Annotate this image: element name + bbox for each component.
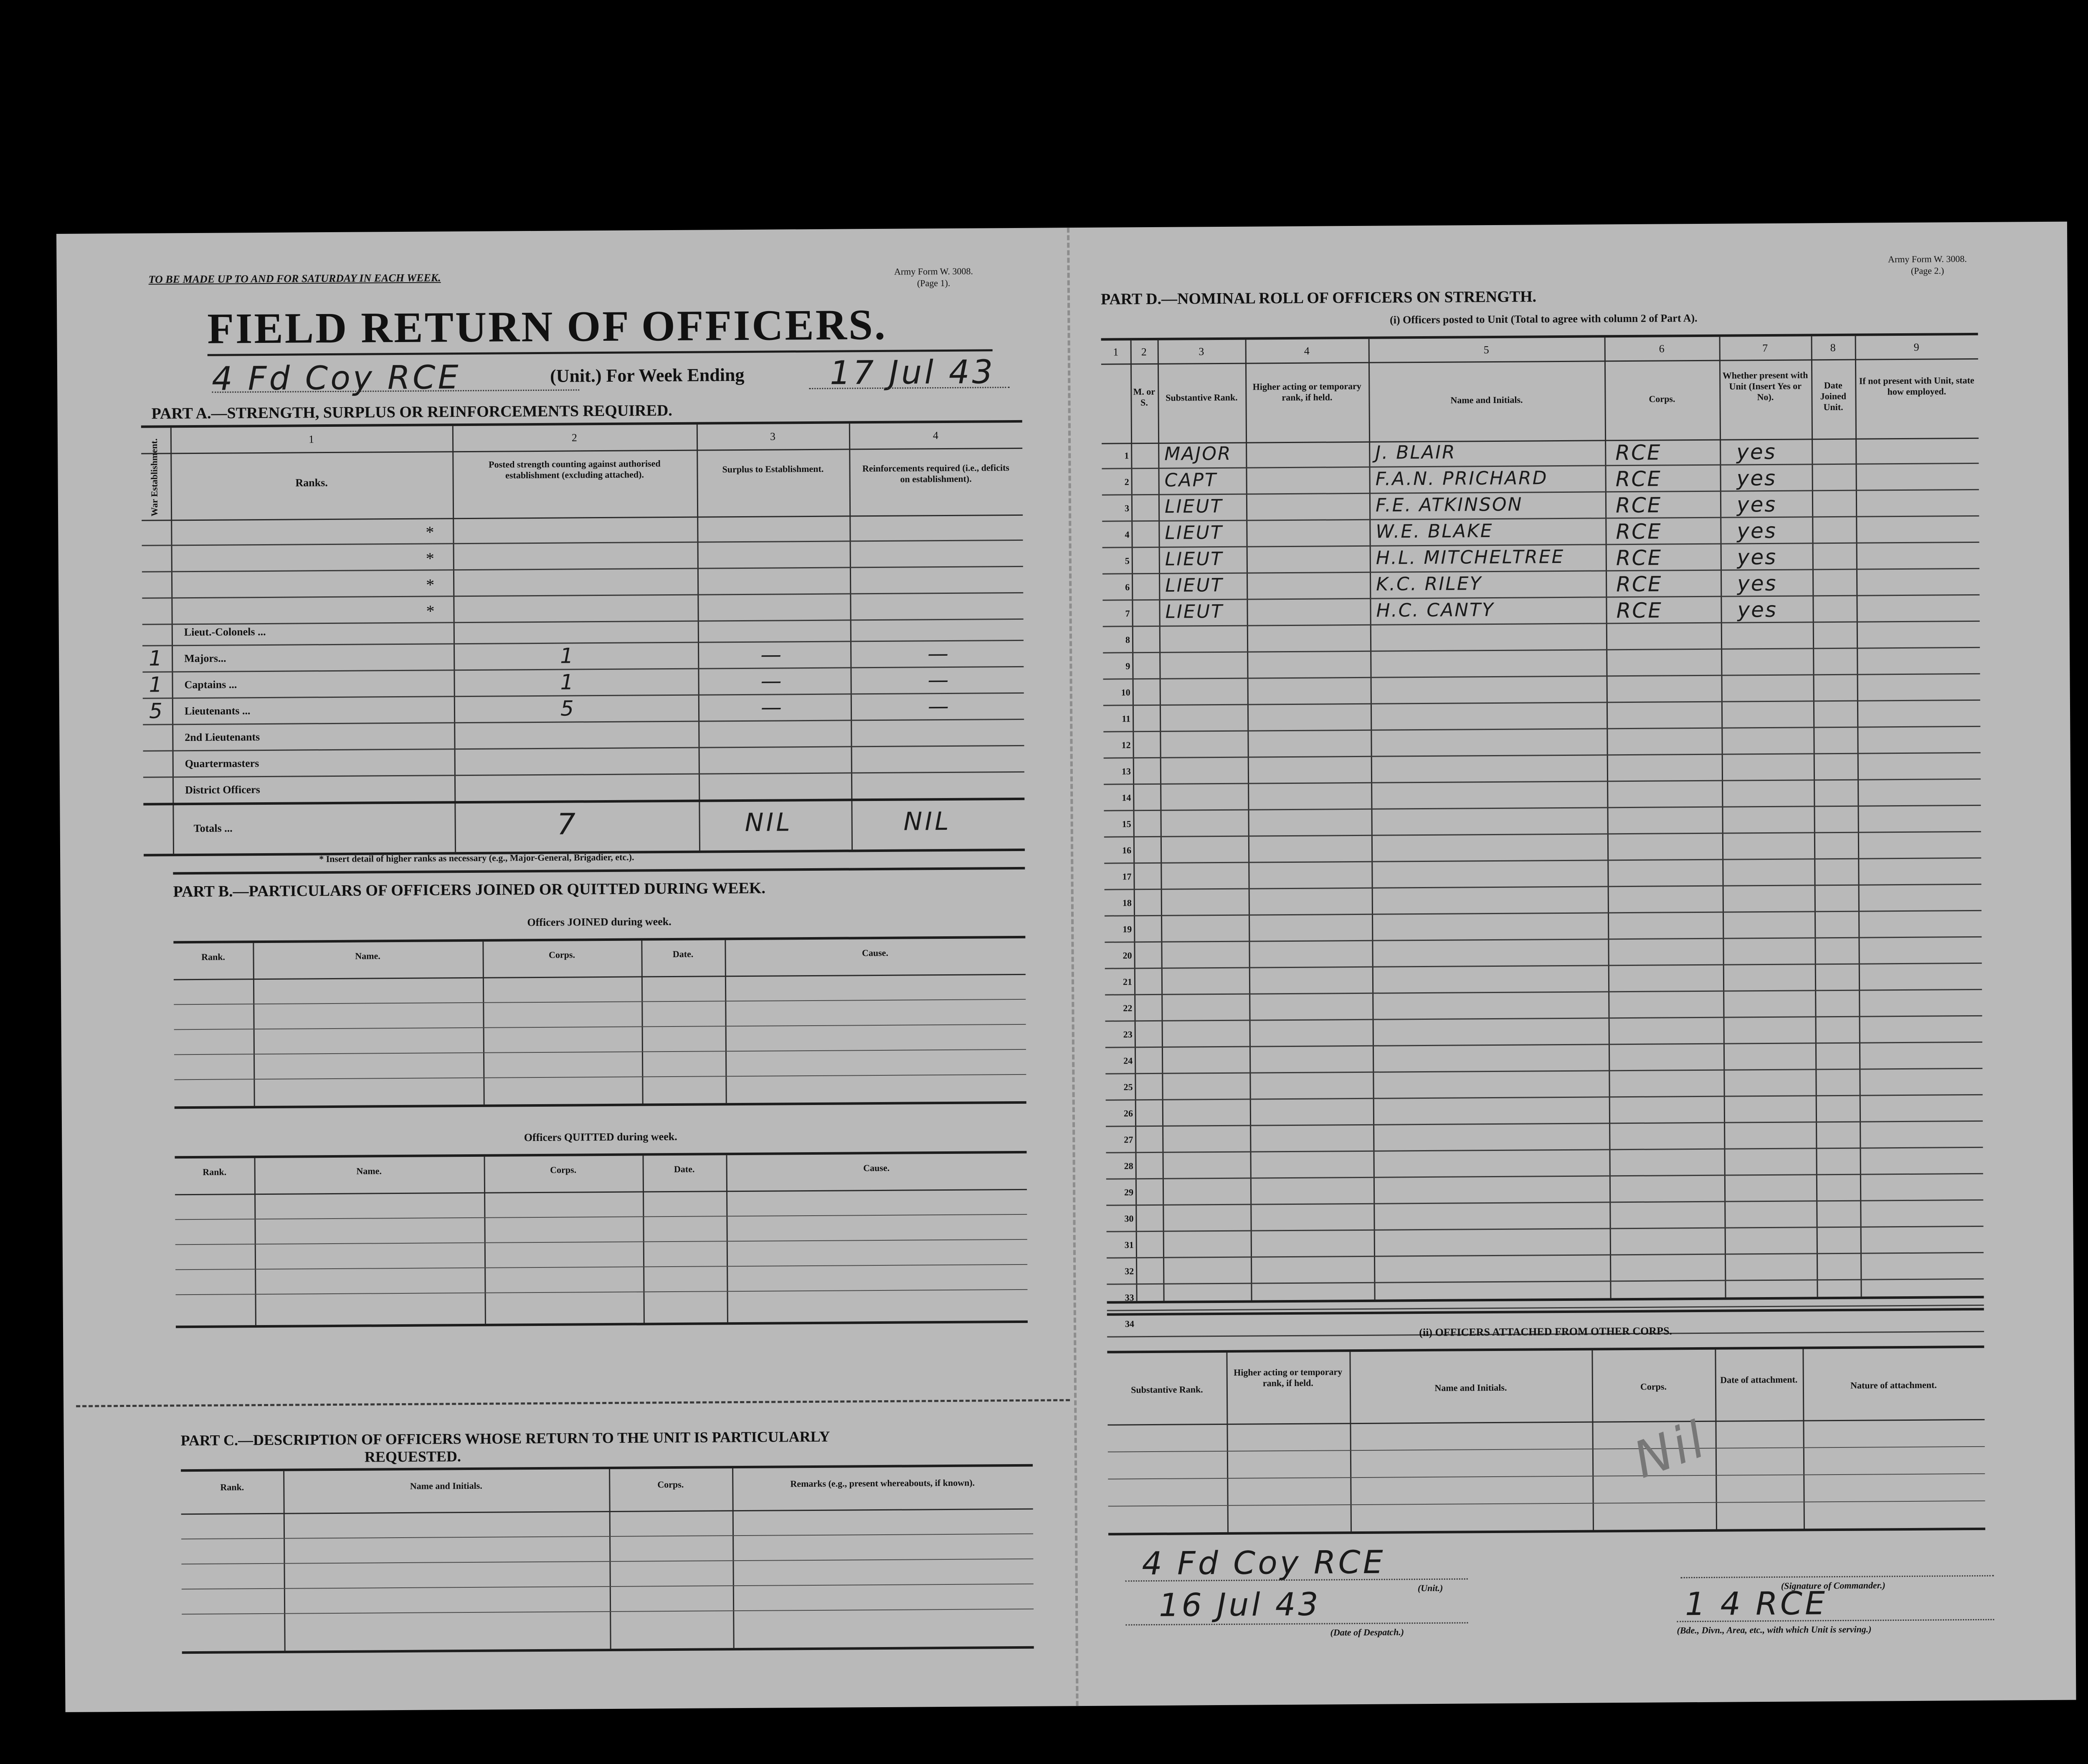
reinf-value: — xyxy=(927,694,952,719)
tear-line xyxy=(76,1399,1070,1407)
roll-rows xyxy=(1102,438,1984,1338)
row-number: 15 xyxy=(1122,819,1131,829)
officer-corps: RCE xyxy=(1615,466,1662,492)
totals-surplus: NIL xyxy=(745,808,793,837)
att-date-header: Date of attachment. xyxy=(1720,1374,1798,1385)
part-a-title: PART A.—STRENGTH, SURPLUS OR REINFORCEMENTS REQUIRED. xyxy=(151,401,672,423)
officer-rank: LIEUT xyxy=(1165,574,1224,596)
week-ending-handwritten: 17 Jul 43 xyxy=(829,353,996,392)
row-number: 25 xyxy=(1123,1082,1133,1092)
col-num-2: 2 xyxy=(571,431,578,444)
attached-table xyxy=(1107,1346,1985,1536)
ranks-header: Ranks. xyxy=(295,476,328,489)
row-number: 32 xyxy=(1125,1266,1134,1277)
row-number: 20 xyxy=(1123,950,1132,961)
reinf-value: — xyxy=(927,667,951,692)
row-number: 8 xyxy=(1125,634,1130,645)
cause-header: Cause. xyxy=(863,1162,890,1173)
page-title: FIELD RETURN OF OFFICERS. xyxy=(207,300,887,353)
rank-label: Lieut.-Colonels ... xyxy=(184,625,266,639)
row-number: 19 xyxy=(1123,924,1132,935)
row-number: 22 xyxy=(1123,1003,1133,1014)
row-number: 2 xyxy=(1124,476,1129,487)
row-number: 7 xyxy=(1125,608,1130,619)
rank-label: Captains ... xyxy=(184,678,237,691)
name-header: Name and Initials. xyxy=(410,1480,482,1491)
totals-reinf: NIL xyxy=(903,806,951,836)
posted-value: 1 xyxy=(560,644,576,668)
officer-corps: RCE xyxy=(1616,572,1662,597)
star-mark: * xyxy=(426,549,434,568)
signature-line xyxy=(1681,1575,1994,1579)
sub-ii-title: (ii) OFFICERS ATTACHED FROM OTHER CORPS. xyxy=(1419,1325,1672,1339)
col-num-7: 7 xyxy=(1762,342,1768,355)
att-rank-header: Substantive Rank. xyxy=(1131,1384,1203,1395)
officer-rank: LIEUT xyxy=(1164,495,1223,517)
star-mark: * xyxy=(426,575,435,594)
col-num-9: 9 xyxy=(1913,341,1919,353)
bde-label: (Bde., Divn., Area, etc., with which Unit is serving.) xyxy=(1677,1624,1872,1636)
officer-present: yes xyxy=(1736,466,1777,491)
reinforcements-header: Reinforcements required (i.e., deficits on establishment). xyxy=(862,462,1010,484)
row-number: 24 xyxy=(1123,1055,1133,1066)
part-b-title: PART B.—PARTICULARS OF OFFICERS JOINED OR QUITTED DURING WEEK. xyxy=(173,879,766,901)
col-num-3: 3 xyxy=(1199,345,1204,358)
est-value: 1 xyxy=(149,646,165,671)
officer-rank: LIEUT xyxy=(1165,601,1224,623)
field-return-sheet xyxy=(56,222,2076,1712)
surplus-value: — xyxy=(760,669,784,693)
war-est-header: War Establishment. xyxy=(148,438,160,517)
officer-present: yes xyxy=(1737,571,1777,596)
bde-handwritten: 1 4 RCE xyxy=(1685,1584,1828,1623)
est-value: 5 xyxy=(149,699,165,723)
part-c-table xyxy=(181,1464,1034,1654)
quitted-title: Officers QUITTED during week. xyxy=(524,1130,677,1144)
officer-present: yes xyxy=(1737,518,1777,543)
date-joined-header: Date Joined Unit. xyxy=(1820,380,1847,413)
higher-rank-header: Higher acting or temporary rank, if held. xyxy=(1252,380,1361,403)
date-header: Date. xyxy=(672,948,694,960)
officer-name: F.E. ATKINSON xyxy=(1375,494,1523,516)
rank-header: Rank. xyxy=(220,1482,244,1493)
row-number: 3 xyxy=(1124,503,1130,514)
unit-label-2: (Unit.) xyxy=(1417,1582,1443,1594)
surplus-header: Surplus to Establishment. xyxy=(722,463,824,475)
row-number: 6 xyxy=(1125,582,1130,593)
rank-label: Majors... xyxy=(184,652,226,665)
name-header: Name. xyxy=(356,1166,382,1176)
surplus-value: — xyxy=(760,695,785,720)
rank-label: 2nd Lieutenants xyxy=(185,731,260,744)
officer-present: yes xyxy=(1737,597,1778,622)
rank-header: Rank. xyxy=(201,951,226,962)
officer-corps: RCE xyxy=(1615,493,1662,518)
page-2 xyxy=(1067,222,2076,1706)
att-higher-header: Higher acting or temporary rank, if held. xyxy=(1234,1366,1343,1389)
officer-name: F.A.N. PRICHARD xyxy=(1375,467,1548,490)
part-a-table xyxy=(141,420,1025,857)
row-number: 21 xyxy=(1123,976,1133,987)
posted-value: 5 xyxy=(560,696,576,721)
corps-header: Corps. xyxy=(550,1164,577,1175)
unit-label: (Unit.) For Week Ending xyxy=(550,364,745,386)
att-corps-header: Corps. xyxy=(1640,1381,1667,1392)
reinf-value: — xyxy=(927,641,951,666)
officer-present: yes xyxy=(1736,439,1776,464)
date-header: Date. xyxy=(674,1163,695,1175)
row-number: 30 xyxy=(1124,1213,1134,1224)
row-number: 34 xyxy=(1125,1318,1135,1329)
despatch-label: (Date of Despatch.) xyxy=(1330,1627,1404,1638)
rank-label: District Officers xyxy=(185,783,260,796)
officer-name: K.C. RILEY xyxy=(1376,573,1482,595)
row-number: 9 xyxy=(1125,661,1130,672)
row-number: 18 xyxy=(1122,897,1132,908)
row-number: 33 xyxy=(1125,1292,1134,1303)
employed-header: If not present with Unit, state how employed. xyxy=(1859,375,1974,397)
row-number: 23 xyxy=(1123,1029,1133,1040)
officer-name: W.E. BLAKE xyxy=(1376,520,1493,542)
unit-handwritten: 4 Fd Coy RCE xyxy=(211,359,461,398)
officer-corps: RCE xyxy=(1616,545,1662,570)
col-num-1: 1 xyxy=(308,433,314,446)
m-or-s-header: M. or S. xyxy=(1133,386,1155,408)
row-number: 4 xyxy=(1125,529,1130,540)
att-name-header: Name and Initials. xyxy=(1434,1382,1507,1393)
corps-header: Corps. xyxy=(549,949,575,960)
row-number: 17 xyxy=(1122,871,1132,882)
row-number: 5 xyxy=(1125,555,1130,566)
present-header: Whether present with Unit (Insert Yes or No). xyxy=(1722,370,1808,403)
cause-header: Cause. xyxy=(862,947,889,958)
col-num-1: 1 xyxy=(1113,346,1119,358)
joined-table xyxy=(173,936,1026,1109)
col-num-5: 5 xyxy=(1483,344,1489,356)
joined-title: Officers JOINED during week. xyxy=(527,915,672,929)
part-b-rule xyxy=(173,867,1025,874)
row-number: 14 xyxy=(1122,792,1131,803)
row-number: 26 xyxy=(1123,1108,1133,1119)
totals-label: Totals ... xyxy=(193,822,233,835)
row-number: 12 xyxy=(1121,740,1131,750)
form-number-2: Army Form W. 3008. xyxy=(1888,253,1967,265)
col-num-6: 6 xyxy=(1659,342,1665,355)
star-mark: * xyxy=(426,522,434,542)
col-num-4: 4 xyxy=(933,429,939,442)
officer-rank: LIEUT xyxy=(1165,548,1224,570)
row-number: 31 xyxy=(1124,1239,1134,1250)
officer-rank: CAPT xyxy=(1164,469,1218,491)
totals-row xyxy=(143,800,1025,852)
row-number: 1 xyxy=(1124,450,1129,461)
posted-header: Posted strength counting against authorised establishment (excluding attached). xyxy=(489,458,661,481)
posted-value: 1 xyxy=(560,670,576,694)
row-number: 27 xyxy=(1124,1134,1133,1145)
officer-present: yes xyxy=(1736,492,1777,517)
officer-corps: RCE xyxy=(1615,440,1662,465)
surplus-value: — xyxy=(760,642,784,667)
att-nature-header: Nature of attachment. xyxy=(1850,1379,1937,1391)
row-number: 29 xyxy=(1124,1187,1134,1198)
star-mark: * xyxy=(426,601,435,621)
name-header: Name and Initials. xyxy=(1450,394,1523,406)
row-number: 28 xyxy=(1124,1161,1133,1171)
row-number: 13 xyxy=(1121,766,1131,777)
form-number: Army Form W. 3008. xyxy=(894,266,973,277)
name-header: Name. xyxy=(355,950,380,961)
corps-header: Corps. xyxy=(657,1479,684,1490)
nominal-roll-table xyxy=(1101,333,1984,1329)
officer-corps: RCE xyxy=(1616,519,1662,544)
row-number: 16 xyxy=(1122,845,1132,856)
remarks-header: Remarks (e.g., present whereabouts, if known). xyxy=(790,1477,975,1489)
col-num-3: 3 xyxy=(770,430,776,443)
officer-name: H.L. MITCHELTREE xyxy=(1376,546,1565,569)
officer-name: J. BLAIR xyxy=(1375,441,1456,464)
part-d-title: PART D.—NOMINAL ROLL OF OFFICERS ON STRENGTH. xyxy=(1100,288,1537,308)
sub-i-title: (i) Officers posted to Unit (Total to agree with column 2 of Part A). xyxy=(1389,312,1698,326)
row-number: 11 xyxy=(1122,713,1131,724)
officer-corps: RCE xyxy=(1616,598,1663,623)
col-num-4: 4 xyxy=(1304,345,1310,357)
rank-rows xyxy=(142,615,1025,852)
substantive-rank-header: Substantive Rank. xyxy=(1166,392,1238,403)
officer-name: H.C. CANTY xyxy=(1376,599,1495,621)
part-c-title-2: REQUESTED. xyxy=(364,1448,461,1465)
rank-header: Rank. xyxy=(203,1166,227,1177)
page-number: (Page 1). xyxy=(917,277,950,289)
attached-nil: Nil xyxy=(1626,1410,1715,1490)
signature-label: (Signature of Commander.) xyxy=(1781,1580,1885,1591)
instruction: TO BE MADE UP TO AND FOR SATURDAY IN EACH WEEK. xyxy=(148,271,441,286)
officer-rank: MAJOR xyxy=(1164,443,1232,465)
part-c-title-1: PART C.—DESCRIPTION OF OFFICERS WHOSE RETURN TO THE UNIT IS PARTICULARLY xyxy=(180,1428,830,1449)
row-number: 10 xyxy=(1121,687,1130,698)
page-number-2: (Page 2.) xyxy=(1911,265,1944,276)
corps-header: Corps. xyxy=(1649,393,1675,404)
part-a-footnote: * Insert detail of higher ranks as necessary (e.g., Major-General, Brigadier, etc.). xyxy=(319,852,634,864)
officer-rank: LIEUT xyxy=(1165,522,1223,544)
rank-label: Quartermasters xyxy=(185,757,259,770)
col-num-8: 8 xyxy=(1830,341,1836,354)
est-value: 1 xyxy=(149,672,165,697)
totals-posted: 7 xyxy=(557,807,578,841)
officer-present: yes xyxy=(1737,545,1777,570)
despatch-handwritten: 16 Jul 43 xyxy=(1158,1585,1321,1624)
rank-label: Lieutenants ... xyxy=(184,705,251,717)
quitted-table xyxy=(175,1151,1027,1328)
col-num-2: 2 xyxy=(1141,346,1147,358)
page-1 xyxy=(56,228,1076,1712)
unit-handwritten-2: 4 Fd Coy RCE xyxy=(1142,1543,1386,1582)
